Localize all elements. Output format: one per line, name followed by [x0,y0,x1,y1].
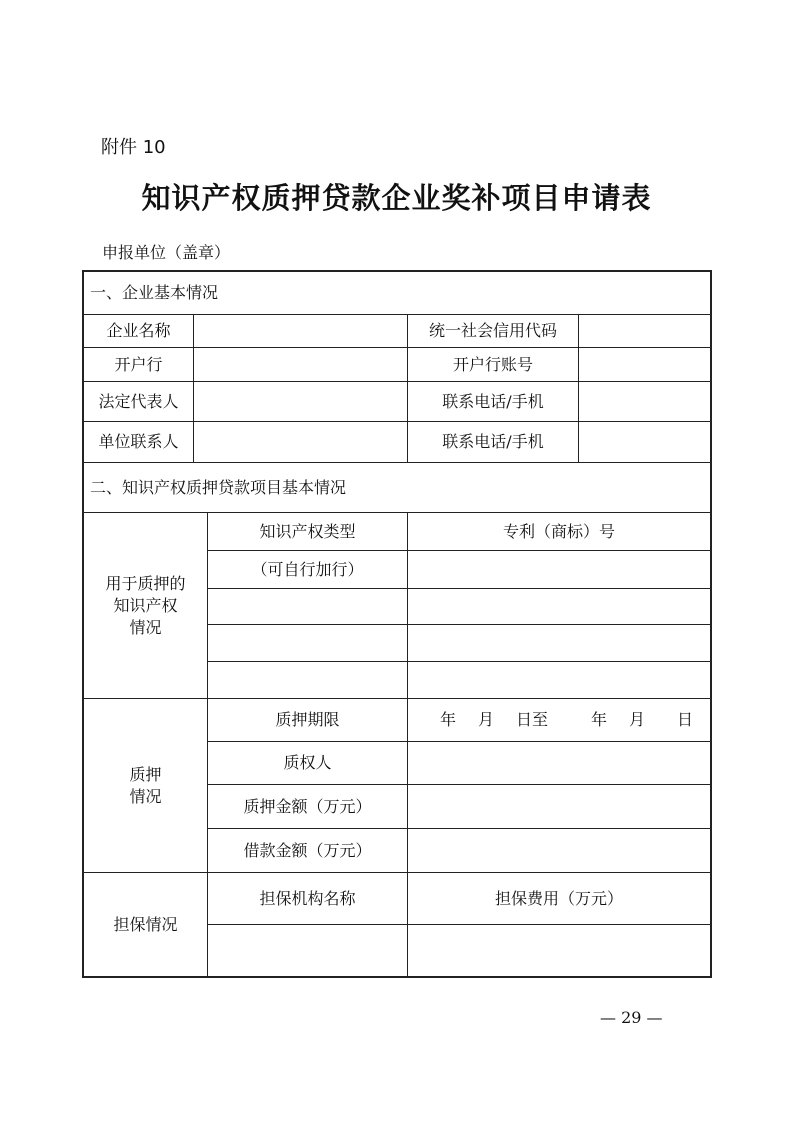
bank-account-label: 开户行账号 [452,354,533,374]
bank-account-field[interactable] [579,348,710,381]
period-year: 年 [591,710,608,729]
company-name-label: 企业名称 [106,321,171,340]
period-day: 日 [677,710,694,729]
pledge-amount-field[interactable] [408,785,710,828]
period-month: 月 [478,710,495,729]
loan-amount-label: 借款金额（万元） [243,840,372,860]
pledge-period-label: 质押期限 [275,710,340,729]
guarantee-org-field[interactable] [208,925,407,976]
period-month: 月 [629,710,646,729]
ip-group-label-line: 知识产权 [113,595,178,615]
section-2-heading: 二、知识产权质押贷款项目基本情况 [90,477,347,497]
patent-number-field[interactable] [408,662,710,698]
loan-amount-field[interactable] [408,829,710,872]
guarantee-fee-field[interactable] [408,925,710,976]
ip-type-field[interactable] [208,589,407,624]
guarantee-fee-header: 担保费用（万元） [494,888,623,908]
section-1-heading: 一、企业基本情况 [90,283,219,302]
patent-number-field[interactable] [408,589,710,624]
legal-rep-phone-label: 联系电话/手机 [442,391,544,411]
guarantee-group-label: 担保情况 [113,914,178,934]
guarantee-org-header: 担保机构名称 [259,888,356,908]
contact-person-label: 单位联系人 [98,432,179,451]
page-number: — 29 — [600,1008,663,1027]
bank-field[interactable] [194,348,407,381]
pledge-group-label-line: 质押 [129,764,162,784]
patent-number-field[interactable] [408,625,710,661]
ip-type-field[interactable] [208,662,407,698]
bank-label: 开户行 [114,354,163,374]
applicant-unit-label: 申报单位（盖章） [102,243,231,262]
credit-code-label: 统一社会信用代码 [428,321,557,340]
legal-rep-field[interactable] [194,382,407,421]
ip-group-label [84,513,207,698]
pledge-group-label-line: 情况 [129,786,162,806]
ip-group-label-line: 用于质押的 [105,573,186,593]
pledgee-field[interactable] [408,742,710,784]
credit-code-field[interactable] [579,315,710,347]
pledge-period-field[interactable] [408,699,710,741]
contact-phone-label: 联系电话/手机 [442,432,544,451]
contact-person-field[interactable] [194,422,407,462]
table-border-bottom [82,976,712,978]
ip-group-label-line: 情况 [129,617,162,637]
period-year: 年 [440,710,457,729]
pledge-group-label [84,699,207,872]
company-name-field[interactable] [194,315,407,347]
period-day-to: 日至 [516,710,549,729]
patent-number-header: 专利（商标）号 [502,521,615,541]
attachment-label: 附件 10 [101,137,166,158]
contact-phone-field[interactable] [579,422,710,462]
pledgee-label: 质权人 [283,753,332,772]
legal-rep-phone-field[interactable] [579,382,710,421]
legal-rep-label: 法定代表人 [98,391,179,411]
pledge-amount-label: 质押金额（万元） [243,796,372,816]
ip-type-field[interactable] [208,625,407,661]
ip-type-header: 知识产权类型 [259,521,356,541]
add-rows-note: （可自行加行） [251,559,364,579]
form-title: 知识产权质押贷款企业奖补项目申请表 [141,181,652,215]
patent-number-field[interactable] [408,551,710,588]
